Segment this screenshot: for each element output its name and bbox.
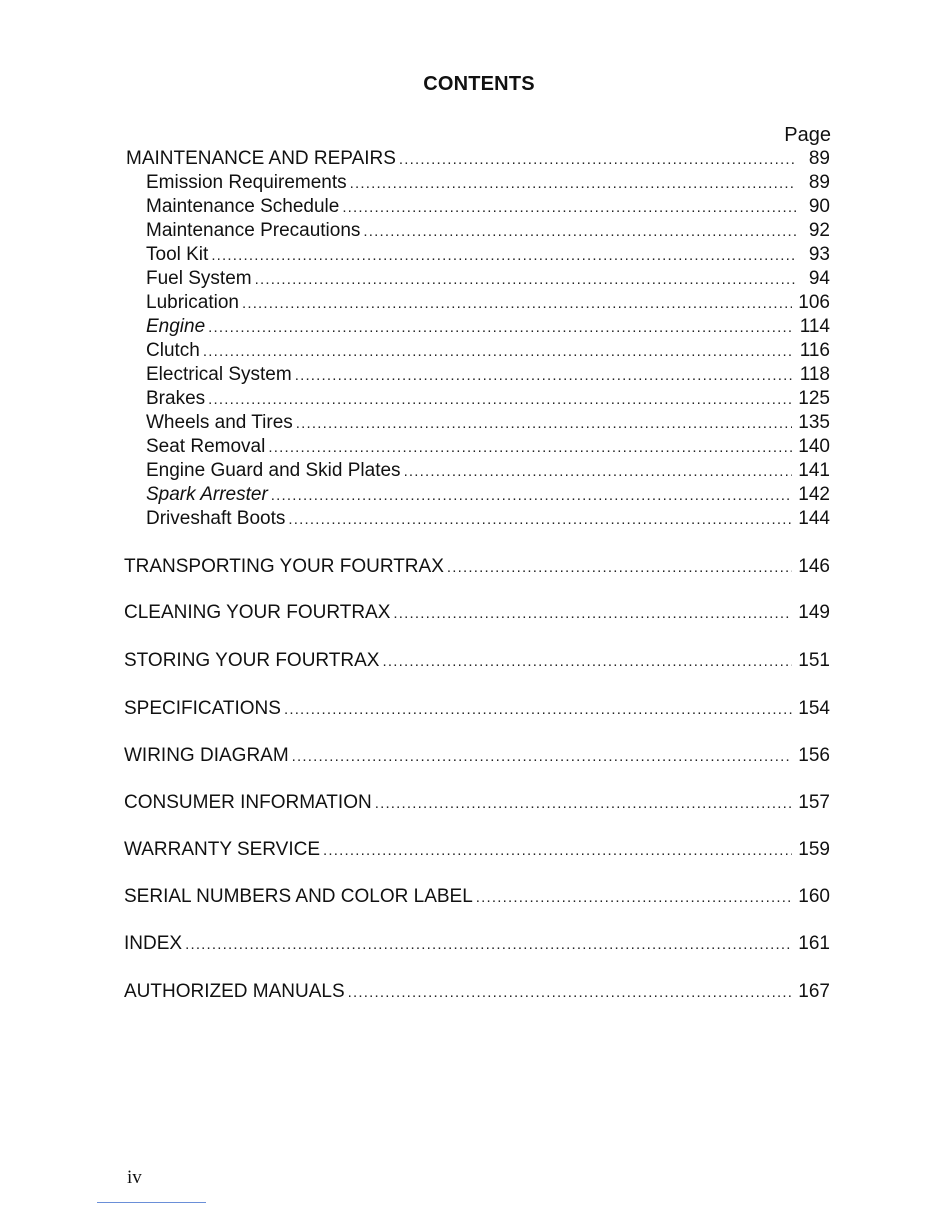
dot-leader bbox=[208, 316, 794, 340]
toc-entry-label: CLEANING YOUR FOURTRAX bbox=[124, 602, 391, 623]
toc-entry-label: WIRING DIAGRAM bbox=[124, 745, 289, 766]
toc-entry-page: 106 bbox=[798, 292, 830, 313]
dot-leader bbox=[185, 933, 792, 957]
toc-entry-label: Electrical System bbox=[146, 364, 292, 385]
footer-rule bbox=[97, 1202, 206, 1203]
dot-leader bbox=[363, 220, 796, 244]
toc-entry-page: 146 bbox=[798, 556, 830, 577]
toc-entry-warranty-service[interactable] bbox=[124, 838, 830, 863]
toc-entry-label: STORING YOUR FOURTRAX bbox=[124, 650, 380, 671]
toc-entry-label: MAINTENANCE AND REPAIRS bbox=[126, 148, 396, 169]
dot-leader bbox=[342, 196, 796, 220]
toc-entry-lubrication[interactable] bbox=[146, 291, 830, 316]
toc-entry-label: Lubrication bbox=[146, 292, 239, 313]
page-number: iv bbox=[127, 1167, 142, 1188]
toc-entry-label: CONSUMER INFORMATION bbox=[124, 792, 372, 813]
toc-entry-transporting[interactable] bbox=[124, 555, 830, 580]
dot-leader bbox=[242, 292, 792, 316]
toc-entry-label: SPECIFICATIONS bbox=[124, 698, 281, 719]
dot-leader bbox=[476, 886, 793, 910]
toc-entry-page: 92 bbox=[808, 220, 830, 241]
dot-leader bbox=[211, 244, 796, 268]
dot-leader bbox=[323, 839, 792, 863]
toc-entry-label: Emission Requirements bbox=[146, 172, 347, 193]
toc-entry-index[interactable] bbox=[124, 932, 830, 957]
toc-entry-wiring-diagram[interactable] bbox=[124, 744, 830, 769]
toc-entry-page: 160 bbox=[798, 886, 830, 907]
toc-entry-maintenance-and-repairs[interactable] bbox=[126, 147, 830, 172]
toc-entry-engine[interactable] bbox=[146, 315, 830, 340]
toc-entry-page: 125 bbox=[798, 388, 830, 409]
toc-entry-label: TRANSPORTING YOUR FOURTRAX bbox=[124, 556, 444, 577]
dot-leader bbox=[271, 484, 793, 508]
toc-entry-storing[interactable] bbox=[124, 649, 830, 674]
toc-entry-consumer-information[interactable] bbox=[124, 791, 830, 816]
toc-entry-page: 89 bbox=[808, 172, 830, 193]
toc-entry-engine-guard-and-skid-plates[interactable] bbox=[146, 459, 830, 484]
toc-entry-page: 149 bbox=[798, 602, 830, 623]
dot-leader bbox=[296, 412, 793, 436]
dot-leader bbox=[393, 602, 792, 626]
toc-entry-label: Engine Guard and Skid Plates bbox=[146, 460, 401, 481]
toc-entry-label: Tool Kit bbox=[146, 244, 209, 265]
toc-entry-tool-kit[interactable] bbox=[146, 243, 830, 268]
toc-entry-label: SERIAL NUMBERS AND COLOR LABEL bbox=[124, 886, 473, 907]
toc-entry-fuel-system[interactable] bbox=[146, 267, 830, 292]
toc-entry-page: 118 bbox=[799, 364, 830, 385]
toc-entry-label: Maintenance Schedule bbox=[146, 196, 340, 217]
toc-entry-wheels-and-tires[interactable] bbox=[146, 411, 830, 436]
toc-entry-serial-numbers[interactable] bbox=[124, 885, 830, 910]
dot-leader bbox=[203, 340, 794, 364]
toc-entry-page: 135 bbox=[798, 412, 830, 433]
toc-entry-page: 161 bbox=[798, 933, 830, 954]
toc-entry-maintenance-precautions[interactable] bbox=[146, 219, 830, 244]
toc-entry-spark-arrester[interactable] bbox=[146, 483, 830, 508]
dot-leader bbox=[268, 436, 792, 460]
toc-entry-page: 116 bbox=[799, 340, 830, 361]
dot-leader bbox=[348, 981, 793, 1005]
toc-entry-label: Clutch bbox=[146, 340, 200, 361]
toc-entry-page: 89 bbox=[808, 148, 830, 169]
toc-entry-electrical-system[interactable] bbox=[146, 363, 830, 388]
toc-entry-label: Spark Arrester bbox=[146, 484, 268, 505]
toc-entry-cleaning[interactable] bbox=[124, 601, 830, 626]
toc-entry-label: Fuel System bbox=[146, 268, 252, 289]
toc-entry-page: 154 bbox=[798, 698, 830, 719]
dot-leader bbox=[404, 460, 793, 484]
toc-entry-seat-removal[interactable] bbox=[146, 435, 830, 460]
toc-entry-authorized-manuals[interactable] bbox=[124, 980, 830, 1005]
toc-entry-brakes[interactable] bbox=[146, 387, 830, 412]
page-title: CONTENTS bbox=[423, 73, 535, 95]
toc-entry-page: 140 bbox=[798, 436, 830, 457]
dot-leader bbox=[295, 364, 794, 388]
dot-leader bbox=[350, 172, 796, 196]
toc-entry-label: INDEX bbox=[124, 933, 183, 954]
toc-entry-page: 151 bbox=[798, 650, 830, 671]
toc-entry-page: 167 bbox=[798, 981, 830, 1002]
toc-entry-label: WARRANTY SERVICE bbox=[124, 839, 321, 860]
toc-entry-emission-requirements[interactable] bbox=[146, 171, 830, 196]
toc-entry-label: Driveshaft Boots bbox=[146, 508, 286, 529]
dot-leader bbox=[447, 556, 792, 580]
toc-entry-page: 142 bbox=[798, 484, 830, 505]
toc-entry-page: 156 bbox=[798, 745, 830, 766]
toc-entry-page: 90 bbox=[808, 196, 830, 217]
dot-leader bbox=[255, 268, 796, 292]
toc-entry-page: 141 bbox=[798, 460, 830, 481]
toc-entry-page: 114 bbox=[799, 316, 830, 337]
toc-entry-label: Seat Removal bbox=[146, 436, 266, 457]
dot-leader bbox=[284, 698, 792, 722]
toc-entry-clutch[interactable] bbox=[146, 339, 830, 364]
toc-entry-maintenance-schedule[interactable] bbox=[146, 195, 830, 220]
dot-leader bbox=[208, 388, 792, 412]
toc-entry-label: Maintenance Precautions bbox=[146, 220, 361, 241]
dot-leader bbox=[399, 148, 796, 172]
dot-leader bbox=[288, 508, 792, 532]
toc-entry-label: Brakes bbox=[146, 388, 206, 409]
dot-leader bbox=[382, 650, 792, 674]
toc-entry-page: 94 bbox=[808, 268, 830, 289]
toc-entry-label: Engine bbox=[146, 316, 206, 337]
toc-entry-specifications[interactable] bbox=[124, 697, 830, 722]
toc-entry-label: Wheels and Tires bbox=[146, 412, 293, 433]
toc-entry-label: AUTHORIZED MANUALS bbox=[124, 981, 345, 1002]
page-column-label: Page bbox=[784, 124, 831, 146]
toc-entry-page: 157 bbox=[798, 792, 830, 813]
toc-entry-page: 93 bbox=[808, 244, 830, 265]
dot-leader bbox=[375, 792, 793, 816]
toc-entry-page: 159 bbox=[798, 839, 830, 860]
toc-entry-driveshaft-boots[interactable] bbox=[146, 507, 830, 532]
toc-entry-page: 144 bbox=[798, 508, 830, 529]
dot-leader bbox=[292, 745, 793, 769]
